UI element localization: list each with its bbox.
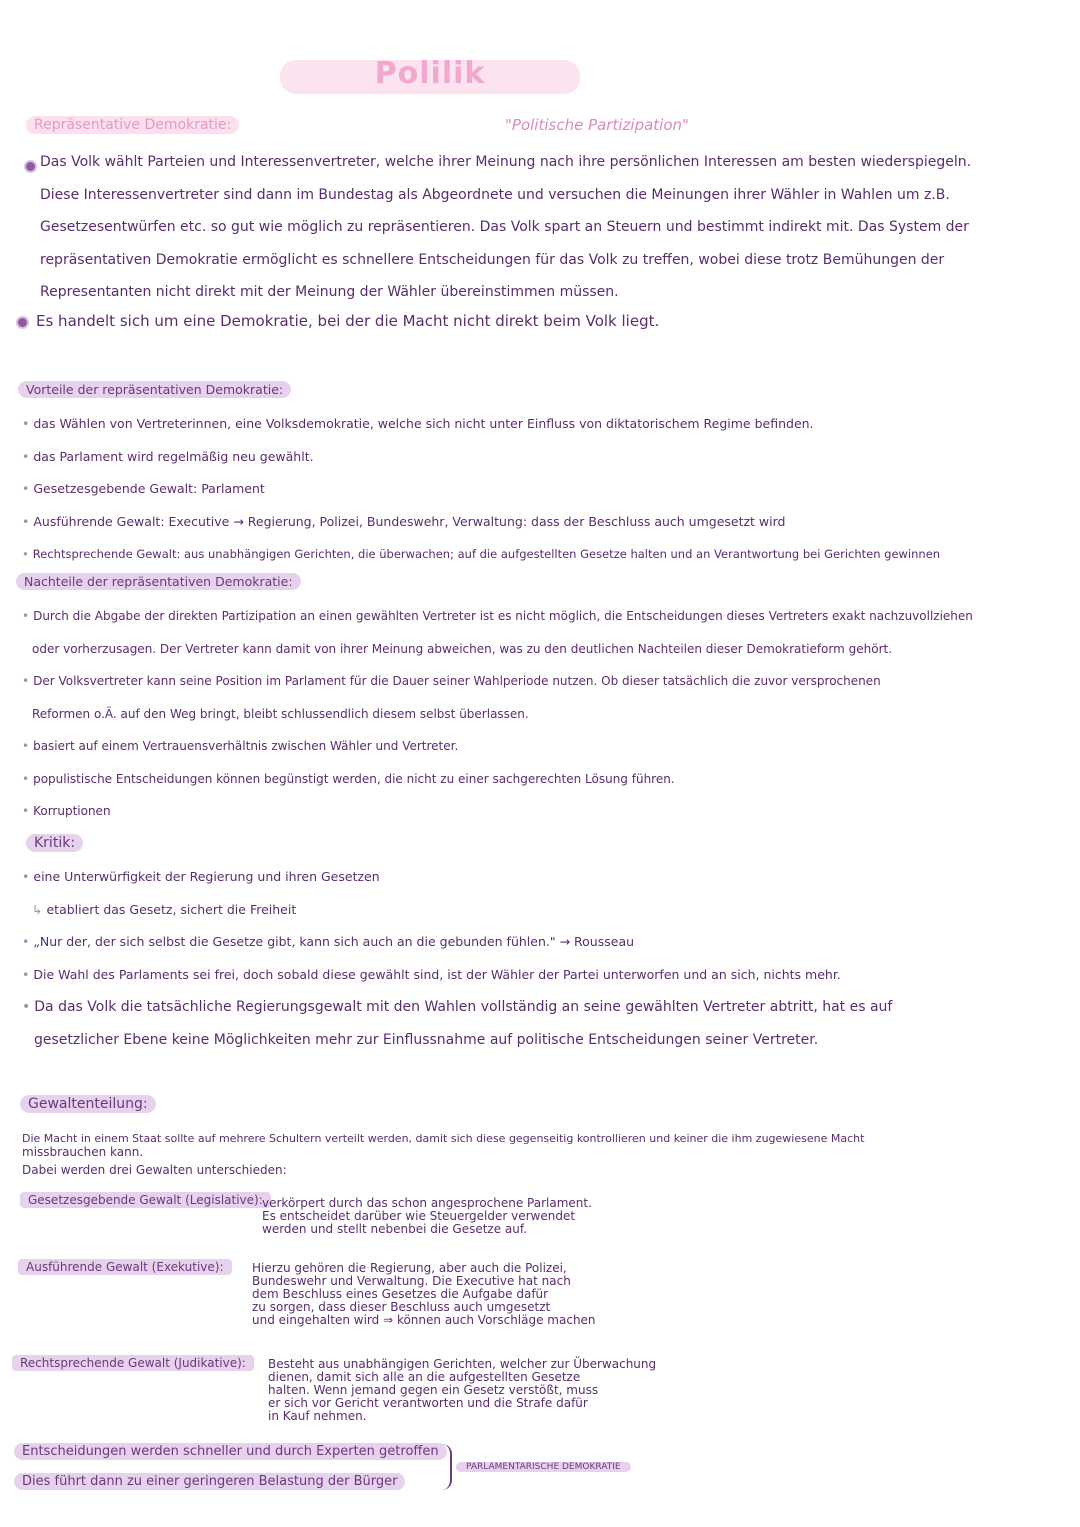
disadvantages-list (22, 600, 1062, 828)
separation-intro-line: Die Macht in einem Staat sollte auf mehrere Schultern verteilt werden, damit sich diese gegenseitig kontrollieren und keiner die ihm zugewiesene Macht (22, 1132, 865, 1145)
critique-heading-label: Kritik: (26, 834, 83, 852)
list-item: Reformen o.Ä. auf den Weg bringt, bleibt schlussendlich diesem selbst überlassen. (32, 706, 529, 721)
section-heading-rep (26, 116, 239, 134)
list-item: gesetzlicher Ebene keine Möglichkeiten mehr zur Einflussnahme auf politische Entscheidungen seiner Vertreter. (34, 1031, 819, 1048)
legislative-description: verkörpert durch das schon angesprochene Parlament. Es entscheidet darüber wie Steuergelder verwendet werden und stellt nebenbei die Gesetze auf. (262, 1196, 592, 1236)
disadvantages-heading-label: Nachteile der repräsentativen Demokratie: (16, 573, 301, 590)
section-heading-advantages (18, 381, 291, 398)
list-item: • Ausführende Gewalt: Executive → Regierung, Polizei, Bundeswehr, Verwaltung: dass der Beschluss auch umgesetzt wird (22, 513, 786, 529)
list-item: oder vorherzusagen. Der Vertreter kann damit von ihrer Meinung abweichen, was zu den deutlichen Nachteilen dieser Demokratieform gehört. (32, 641, 893, 656)
section-heading-separation (20, 1095, 156, 1113)
rep-summary: Es handelt sich um eine Demokratie, bei der die Macht nicht direkt beim Volk liegt. (36, 312, 660, 330)
executive-label: Ausführende Gewalt (Exekutive): (18, 1259, 232, 1275)
list-item: • Da das Volk die tatsächliche Regierungsgewalt mit den Wahlen vollständig an seine gewählten Vertreter abtritt, hat es auf (22, 999, 893, 1015)
advantages-heading-label: Vorteile der repräsentativen Demokratie: (18, 381, 291, 398)
list-item: ↳ etabliert das Gesetz, sichert die Freiheit (32, 901, 297, 917)
rep-line: Representanten nicht direkt mit der Meinung der Wähler übereinstimmen müssen. (40, 284, 619, 300)
rep-line: repräsentativen Demokratie ermöglicht es schnellere Entscheidungen für das Volk zu treffen, wobei diese trotz Bemühungen der (40, 251, 945, 268)
list-item: • Durch die Abgabe der direkten Partizipation an einen gewählten Vertreter ist es nicht möglich, die Entscheidungen dieses Vertreters exakt nachzuvollziehen (22, 609, 973, 623)
list-item: • Gesetzesgebende Gewalt: Parlament (22, 481, 265, 496)
list-item: • „Nur der, der sich selbst die Gesetze gibt, kann sich auch an die gebunden fühlen." → Rousseau (22, 934, 635, 949)
list-item: • Der Volksvertreter kann seine Position im Parlament für die Dauer seiner Wahlperiode nutzen. Ob dieser tatsächlich die zuvor versprochenen (22, 674, 881, 688)
brace-label: PARLAMENTARISCHE DEMOKRATIE (456, 1462, 631, 1472)
section-heading-critique (26, 834, 83, 852)
rep-line: Das Volk wählt Parteien und Interessenvertreter, welche ihrer Meinung nach ihre persönlichen Interessen am besten wiederspiegeln. (40, 154, 972, 170)
list-item: • Rechtsprechende Gewalt: aus unabhängigen Gerichten, die überwachen; auf die aufgestellten Gesetze halten und an Verantwortung bei Gerichten gewinnen (22, 547, 941, 561)
rep-line: Gesetzesentwürfen etc. so gut wie möglich zu repräsentieren. Das Volk spart an Steuern und bestimmt indirekt mit. Das System der (40, 219, 969, 235)
heading-rep-label: Repräsentative Demokratie: (26, 116, 239, 134)
curly-brace-icon (440, 1444, 452, 1490)
page-subtitle: "Politische Partizipation" (505, 116, 689, 134)
list-item: • basiert auf einem Vertrauensverhältnis zwischen Wähler und Vertreter. (22, 739, 459, 753)
list-item: • Korruptionen (22, 804, 111, 818)
critique-list (22, 861, 1062, 1056)
list-item: • populistische Entscheidungen können begünstigt werden, die nicht zu einer sachgerechten Lösung führen. (22, 771, 675, 786)
judicative-description: Besteht aus unabhängigen Gerichten, welcher zur Überwachung dienen, damit sich alle an die aufgestellten Gesetze halten. Wenn jemand gegen ein Gesetz verstößt, muss er sich vor Gericht verantworten und die Strafe dafür in Kauf nehmen. (268, 1357, 657, 1423)
separation-intro-line: missbrauchen kann. (22, 1145, 144, 1159)
bullet-dot-icon (24, 160, 37, 173)
judicative-label: Rechtsprechende Gewalt (Judikative): (12, 1355, 254, 1371)
list-item: • das Wählen von Vertreterinnen, eine Volksdemokratie, welche sich nicht unter Einfluss von diktatorischem Regime befinden. (22, 416, 814, 431)
list-item: • eine Unterwürfigkeit der Regierung und ihren Gesetzen (22, 869, 380, 884)
rep-line: Diese Interessenvertreter sind dann im Bundestag als Abgeordnete und versuchen die Meinungen ihrer Wähler in Wahlen um z.B. (40, 186, 950, 203)
section-heading-disadvantages (16, 573, 301, 590)
advantages-list (22, 408, 1062, 571)
bullet-dot-icon (16, 316, 29, 329)
final-line: Entscheidungen werden schneller und durch Experten getroffen (14, 1443, 447, 1460)
final-line: Dies führt dann zu einer geringeren Belastung der Bürger (14, 1473, 405, 1490)
rep-paragraph (40, 146, 1030, 309)
list-item: • Die Wahl des Parlaments sei frei, doch sobald diese gewählt sind, ist der Wähler der Partei unterworfen und an sich, nichts mehr. (22, 966, 841, 982)
page-title: Polilik (374, 56, 486, 91)
executive-description: Hierzu gehören die Regierung, aber auch die Polizei, Bundeswehr und Verwaltung. Die Executive hat nach dem Beschluss eines Gesetzes die Aufgabe dafür zu sorgen, dass dieser Beschluss auch umgesetzt und eingehalten wird ⇒ können auch Vorschläge machen (252, 1261, 596, 1327)
list-item: • das Parlament wird regelmäßig neu gewählt. (22, 448, 314, 464)
legislative-label: Gesetzesgebende Gewalt (Legislative): (20, 1192, 271, 1208)
separation-intro-line: Dabei werden drei Gewalten unterschieden: (22, 1163, 287, 1177)
separation-heading-label: Gewaltenteilung: (20, 1095, 156, 1113)
